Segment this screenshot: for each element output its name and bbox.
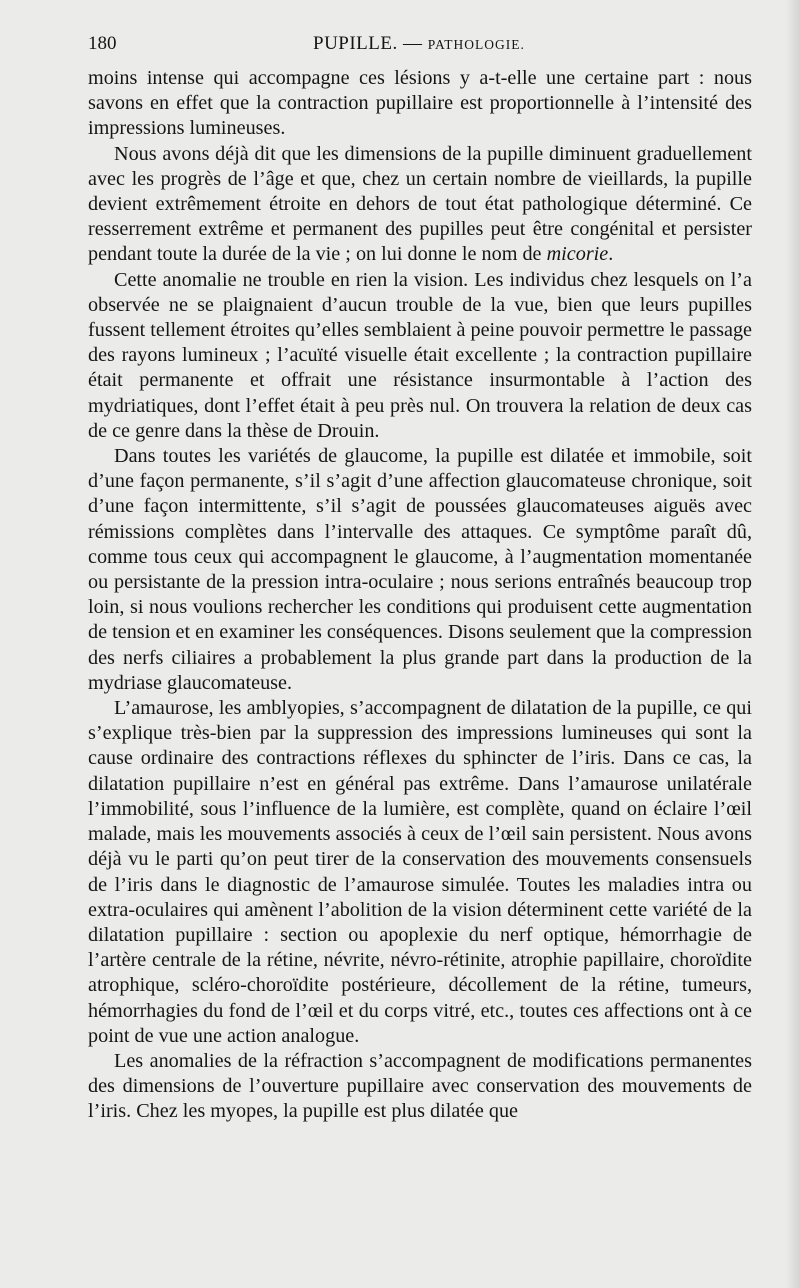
page-number: 180 <box>88 33 117 54</box>
title-main: PUPILLE. <box>313 33 398 54</box>
paragraph-text: Les anomalies de la réfraction s’accompagnent de modifications permanentes des dimensions de l’ouverture pupillaire avec conservation des mouvements de l’iris. Chez les myopes, la pupille est plus dilatée que <box>88 1049 752 1123</box>
paragraph-text: Dans toutes les variétés de glaucome, la pupille est dilatée et immobile, soit d’une façon permanente, s’il s’agit d’une affection glaucomateuse chronique, soit d’une façon intermittente, s’il s’agit de poussées glaucomateuses aiguës avec rémissions complètes dans l’intervalle des attaques. Ce symptôme paraît dû, comme tous ceux qui accompagnent le glaucome, à l’augmentation momentanée ou persistante de la pression intra-oculaire ; nous serions entraînés beaucoup trop loin, si nous voulions rechercher les conditions qui produisent cette augmentation de tension et en examiner les conséquences. Disons seulement que la compression des nerfs ciliaires a probablement la plus grande part dans la production de la mydriase glaucomateuse. <box>88 445 752 694</box>
paragraph-amaurose <box>88 696 752 1049</box>
paragraph-anomalie <box>88 268 752 444</box>
title-subtitle: PATHOLOGIE. <box>427 37 525 52</box>
running-header <box>88 33 752 63</box>
paragraph-punctuation: . <box>608 243 614 266</box>
term-micorie: micorie <box>546 243 609 266</box>
paragraph-glaucome <box>88 444 752 696</box>
body-text <box>88 66 752 1125</box>
paragraph-text: L’amaurose, les amblyopies, s’accompagnent de dilatation de la pupille, ce qui s’explique très-bien par la suppression des impressions lumineuses qui sont la cause ordinaire des contractions réflexes du sphincter de l’iris. Dans ce cas, la dilatation pupillaire n’est en général pas extrême. Dans l’amaurose unilatérale l’immobilité, sous l’influence de la lumière, est complète, quand on éclaire l’œil malade, mais les mouvements associés à ceux de l’œil sain persistent. Nous avons déjà vu le parti qu’on peut tirer de la conservation des mouvements consensuels de l’iris dans le diagnostic de l’amaurose simulée. Toutes les maladies intra ou extra-oculaires qui amènent l’abolition de la vision déterminent cette variété de la dilatation pupillaire : section ou apoplexie du nerf optique, hémorrhagie de l’artère centrale de la rétine, névrite, névro-rétinite, atrophie papillaire, choroïdite atrophique, scléro-choroïdite postérieure, décollement de la rétine, tumeurs, hémorrhagies du fond de l’œil et du corps vitré, etc., toutes ces affections ont à ce point de vue une action analogue. <box>88 697 752 1047</box>
paragraph-text: Cette anomalie ne trouble en rien la vision. Les individus chez lesquels on l’a observée ne se plaignaient d’aucun trouble de la vue, bien que leurs pupilles fussent tellement étroites qu’elles semblaient à peine pouvoir permettre le passage des rayons lumineux ; l’acuïté visuelle était excellente ; la contraction pupillaire était permanente et offrait une résistance insurmontable à l’action des mydriatiques, dont l’effet était à peu près nul. On trouvera la relation de deux cas de ce genre dans la thèse de Drouin. <box>88 268 752 442</box>
paragraph-micorie <box>88 142 752 268</box>
paragraph-continuation <box>88 66 752 142</box>
paragraph-refraction <box>88 1049 752 1125</box>
page-edge-shadow <box>786 0 800 1288</box>
title-separator: — <box>403 33 423 54</box>
paragraph-text: Nous avons déjà dit que les dimensions de la pupille diminuent graduellement avec les progrès de l’âge et que, chez un certain nombre de vieillards, la pupille devient extrêmement étroite en dehors de tout état pathologique déterminé. Ce resserrement extrême et permanent des pupilles peut être congénital et persister pendant toute la durée de la vie ; on lui donne le nom de <box>88 142 752 266</box>
running-title <box>313 33 525 55</box>
paragraph-text: moins intense qui accompagne ces lésions y a-t-elle une certaine part : nous savons en effet que la contraction pupillaire est proportionnelle à l’intensité des impressions lumineuses. <box>88 67 752 140</box>
